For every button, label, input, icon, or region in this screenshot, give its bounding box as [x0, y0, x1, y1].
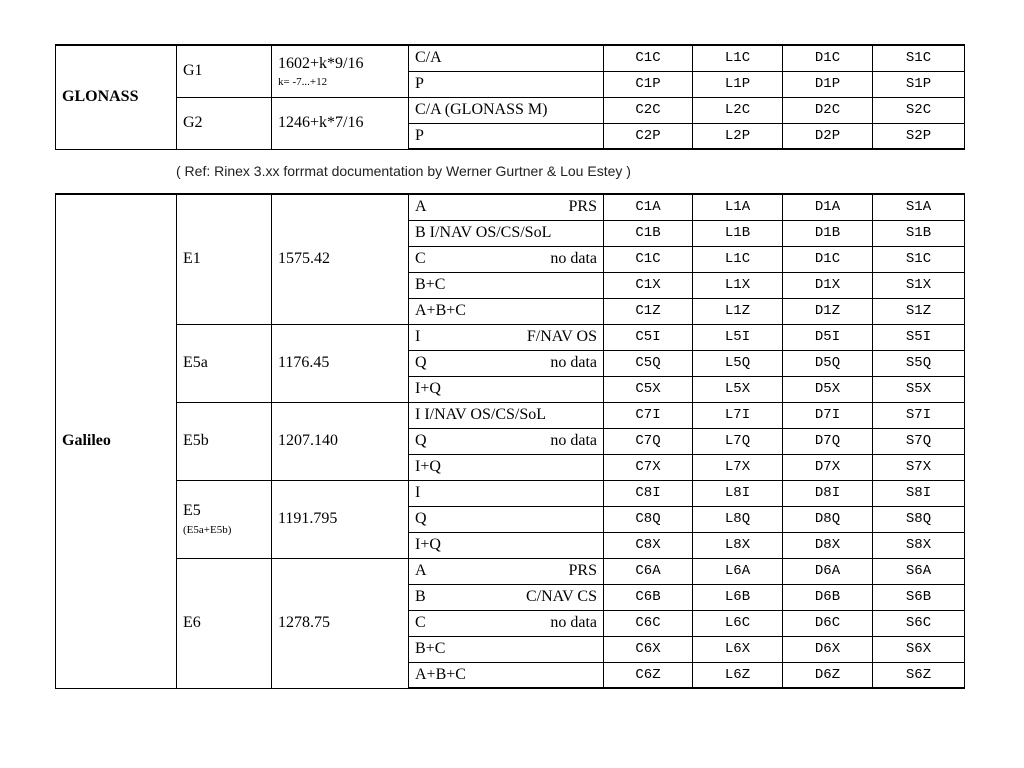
obs-code: D2C	[783, 97, 873, 123]
table-row	[56, 194, 965, 220]
signal-note: no data	[550, 432, 597, 449]
signal-code-text: A+B+C	[415, 302, 466, 319]
signal-note: no data	[550, 614, 597, 631]
galileo-table	[55, 193, 965, 689]
obs-code: L6C	[693, 610, 783, 636]
obs-code: D8X	[783, 532, 873, 558]
signal-code	[409, 324, 604, 350]
obs-code: L1B	[693, 220, 783, 246]
band-name	[177, 480, 272, 558]
obs-code: S7X	[873, 454, 965, 480]
band-name-text: E5b	[183, 432, 209, 449]
band-name-text: E5	[183, 502, 201, 520]
obs-code: C8X	[604, 532, 693, 558]
signal-code: P	[409, 123, 604, 149]
obs-code: D6Z	[783, 662, 873, 688]
signal-code-text: Q	[415, 432, 427, 449]
band-frequency	[272, 558, 409, 688]
band-frequency	[272, 480, 409, 558]
obs-code: C2P	[604, 123, 693, 149]
obs-code: D5Q	[783, 350, 873, 376]
table-row	[56, 97, 965, 123]
band-frequency	[272, 402, 409, 480]
signal-note: PRS	[568, 562, 597, 579]
obs-code: S6Z	[873, 662, 965, 688]
signal-note: F/NAV OS	[526, 328, 597, 345]
signal-code-text: I I/NAV OS/CS/SoL	[415, 406, 546, 423]
galileo-body	[56, 194, 965, 688]
signal-code-text: I	[415, 328, 421, 345]
signal-code-text: B+C	[415, 276, 446, 293]
obs-code: D7X	[783, 454, 873, 480]
signal-note: PRS	[568, 198, 597, 216]
obs-code: C1C	[604, 246, 693, 272]
obs-code: C2C	[604, 97, 693, 123]
obs-code: C1P	[604, 71, 693, 97]
obs-code: C6B	[604, 584, 693, 610]
obs-code: S5X	[873, 376, 965, 402]
table-row	[56, 402, 965, 428]
band-name	[177, 194, 272, 324]
signal-code	[409, 220, 604, 246]
band-frequency	[272, 45, 409, 97]
signal-note: C/NAV CS	[526, 588, 597, 605]
obs-code: S6C	[873, 610, 965, 636]
signal-code	[409, 428, 604, 454]
obs-code: L5I	[693, 324, 783, 350]
obs-code: D7I	[783, 402, 873, 428]
signal-code	[409, 454, 604, 480]
signal-code	[409, 480, 604, 506]
signal-code	[409, 636, 604, 662]
obs-code: S8X	[873, 532, 965, 558]
obs-code: L2P	[693, 123, 783, 149]
band-name	[177, 324, 272, 402]
obs-code: C5X	[604, 376, 693, 402]
signal-code-text: A	[415, 198, 427, 216]
obs-code: D6X	[783, 636, 873, 662]
signal-code	[409, 506, 604, 532]
band-frequency	[272, 194, 409, 324]
obs-code: D2P	[783, 123, 873, 149]
obs-code: S1C	[873, 246, 965, 272]
signal-code-text: I+Q	[415, 380, 441, 397]
frequency-value: 1207.140	[278, 432, 338, 449]
signal-code-text: I	[415, 484, 421, 501]
obs-code: S8Q	[873, 506, 965, 532]
band-name	[177, 402, 272, 480]
obs-code: C6Z	[604, 662, 693, 688]
signal-code: C/A (GLONASS M)	[409, 97, 604, 123]
obs-code: L7Q	[693, 428, 783, 454]
signal-code-text: A+B+C	[415, 665, 466, 683]
obs-code: L5X	[693, 376, 783, 402]
obs-code: L7I	[693, 402, 783, 428]
obs-code: S8I	[873, 480, 965, 506]
signal-code-text: A	[415, 562, 427, 579]
signal-code-text: B	[415, 588, 426, 605]
obs-code: D6C	[783, 610, 873, 636]
obs-code: D1Z	[783, 298, 873, 324]
signal-code-text: C	[415, 250, 426, 267]
obs-code: S2C	[873, 97, 965, 123]
system-name	[56, 194, 177, 688]
signal-code-text: I+Q	[415, 536, 441, 553]
table-row	[56, 45, 965, 71]
band-name-text: E5a	[183, 354, 208, 371]
obs-code: D1X	[783, 272, 873, 298]
obs-code: L1Z	[693, 298, 783, 324]
obs-code: L6A	[693, 558, 783, 584]
obs-code: S5I	[873, 324, 965, 350]
signal-code	[409, 194, 604, 220]
glonass-table	[55, 44, 965, 150]
signal-code	[409, 272, 604, 298]
obs-code: L6X	[693, 636, 783, 662]
obs-code: L7X	[693, 454, 783, 480]
signal-code: P	[409, 71, 604, 97]
signal-code-text: C	[415, 614, 426, 631]
band-name-text: E1	[183, 250, 201, 268]
obs-code: L8I	[693, 480, 783, 506]
obs-code: S6B	[873, 584, 965, 610]
obs-code: L8X	[693, 532, 783, 558]
signal-code-text: B+C	[415, 640, 446, 657]
obs-code: C1C	[604, 45, 693, 71]
obs-code: S7Q	[873, 428, 965, 454]
table-row	[56, 480, 965, 506]
signal-code	[409, 376, 604, 402]
table-row	[56, 558, 965, 584]
obs-code: C1A	[604, 194, 693, 220]
obs-code: C7I	[604, 402, 693, 428]
signal-code	[409, 610, 604, 636]
frequency-value: 1575.42	[278, 250, 330, 268]
obs-code: C8Q	[604, 506, 693, 532]
obs-code: L1X	[693, 272, 783, 298]
obs-code: D1B	[783, 220, 873, 246]
frequency-value: 1191.795	[278, 510, 338, 527]
signal-code	[409, 246, 604, 272]
obs-code: L1C	[693, 45, 783, 71]
signal-code	[409, 558, 604, 584]
obs-code: S1C	[873, 45, 965, 71]
obs-code: C6X	[604, 636, 693, 662]
obs-code: S1X	[873, 272, 965, 298]
band-frequency	[272, 324, 409, 402]
obs-code: C1Z	[604, 298, 693, 324]
obs-code: L1A	[693, 194, 783, 220]
obs-code: D1P	[783, 71, 873, 97]
obs-code: D8Q	[783, 506, 873, 532]
obs-code: L1P	[693, 71, 783, 97]
obs-code: C6C	[604, 610, 693, 636]
band-name: G2	[177, 97, 272, 149]
obs-code: S1Z	[873, 298, 965, 324]
obs-code: S1P	[873, 71, 965, 97]
obs-code: C7Q	[604, 428, 693, 454]
signal-note: no data	[550, 354, 597, 371]
signal-code-text: Q	[415, 354, 427, 371]
frequency-value: 1278.75	[278, 614, 330, 631]
signal-note: no data	[550, 250, 597, 267]
signal-code	[409, 584, 604, 610]
signal-code	[409, 350, 604, 376]
obs-code: S7I	[873, 402, 965, 428]
band-frequency: 1246+k*7/16	[272, 97, 409, 149]
obs-code: L8Q	[693, 506, 783, 532]
obs-code: L2C	[693, 97, 783, 123]
obs-code: S6X	[873, 636, 965, 662]
obs-code: C1X	[604, 272, 693, 298]
obs-code: D1C	[783, 246, 873, 272]
signal-code	[409, 662, 604, 688]
obs-code: D6A	[783, 558, 873, 584]
frequency-note: k= -7...+12	[278, 75, 328, 88]
obs-code: D8I	[783, 480, 873, 506]
table-row	[56, 324, 965, 350]
obs-code: S1A	[873, 194, 965, 220]
obs-code: D1A	[783, 194, 873, 220]
obs-code: D5X	[783, 376, 873, 402]
band-name-text: E6	[183, 614, 201, 631]
frequency-value: 1602+k*9/16	[278, 54, 364, 72]
obs-code: D6B	[783, 584, 873, 610]
obs-code: L5Q	[693, 350, 783, 376]
obs-code: S5Q	[873, 350, 965, 376]
obs-code: D1C	[783, 45, 873, 71]
obs-code: S1B	[873, 220, 965, 246]
obs-code: L6B	[693, 584, 783, 610]
signal-code	[409, 402, 604, 428]
signal-code	[409, 298, 604, 324]
obs-code: C5I	[604, 324, 693, 350]
obs-code: C8I	[604, 480, 693, 506]
obs-code: L6Z	[693, 662, 783, 688]
obs-code: D7Q	[783, 428, 873, 454]
obs-code: L1C	[693, 246, 783, 272]
signal-code	[409, 532, 604, 558]
band-name: G1	[177, 45, 272, 97]
frequency-value: 1176.45	[278, 354, 330, 371]
obs-code: C5Q	[604, 350, 693, 376]
signal-code-text: B I/NAV OS/CS/SoL	[415, 224, 552, 241]
system-name: GLONASS	[56, 45, 177, 149]
obs-code: C7X	[604, 454, 693, 480]
signal-code-text: Q	[415, 510, 427, 527]
signal-code-text: I+Q	[415, 458, 441, 475]
obs-code: D5I	[783, 324, 873, 350]
system-name-text: Galileo	[62, 432, 111, 450]
signal-code: C/A	[409, 45, 604, 71]
obs-code: C1B	[604, 220, 693, 246]
obs-code: C6A	[604, 558, 693, 584]
obs-code: S6A	[873, 558, 965, 584]
obs-code: S2P	[873, 123, 965, 149]
band-name	[177, 558, 272, 688]
reference-note: ( Ref: Rinex 3.xx forrmat documentation by Werner Gurtner & Lou Estey )	[176, 163, 631, 179]
band-subname: (E5a+E5b)	[183, 523, 232, 536]
